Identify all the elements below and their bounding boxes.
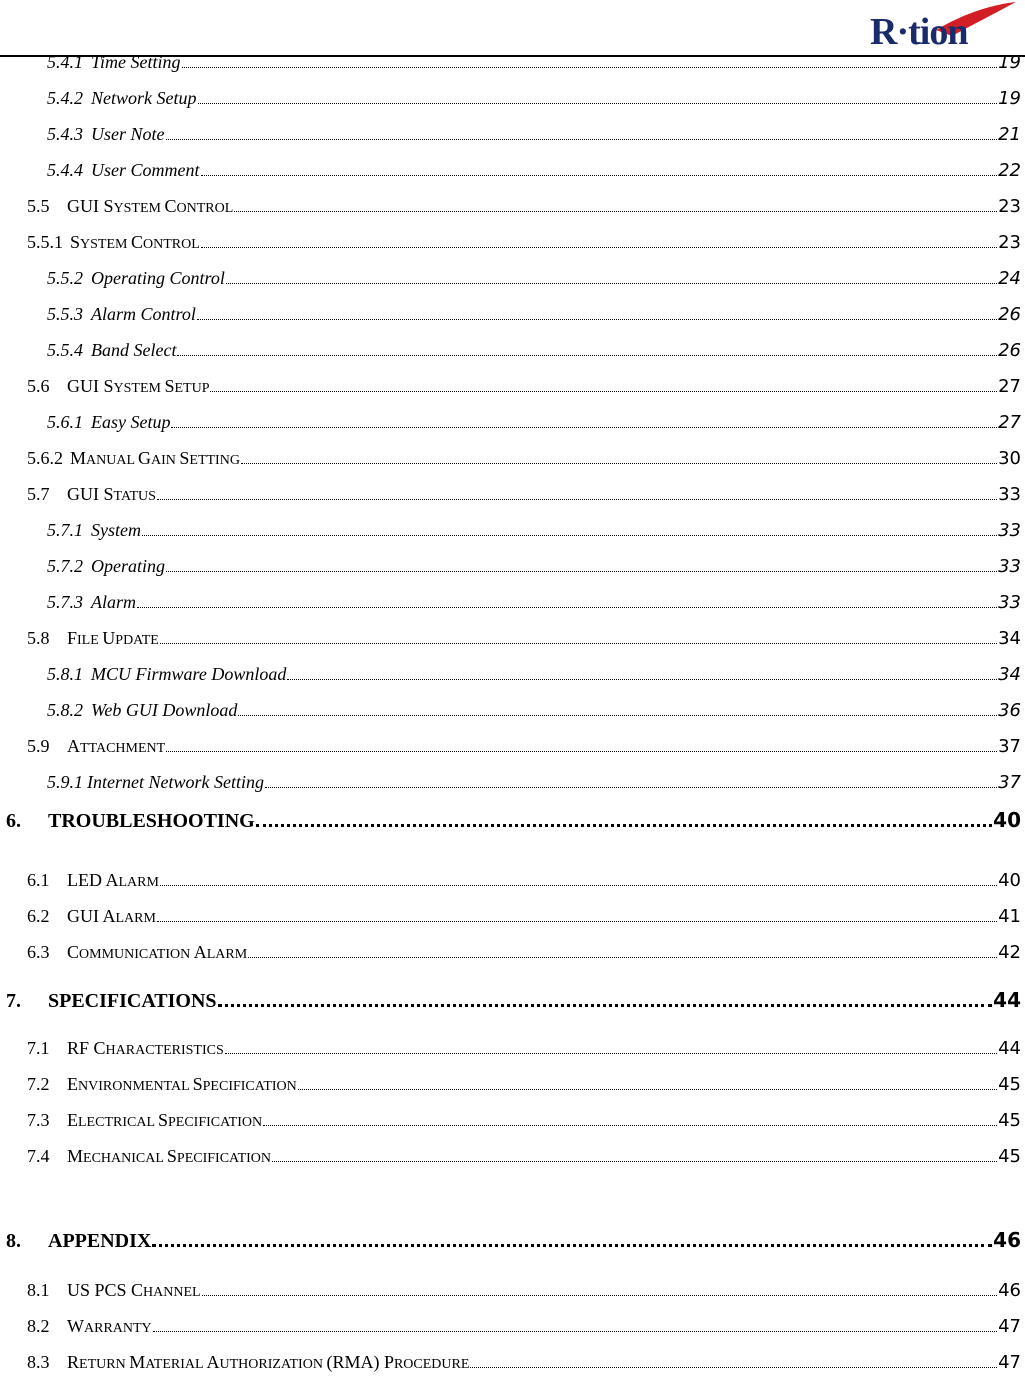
toc-entry-page: 37 [998,736,1021,757]
toc-dot-leader [142,534,997,536]
toc-entry-number: 6.3 [27,942,50,962]
toc-entry-number: 7.2 [27,1074,50,1094]
toc-dot-leader [177,354,997,356]
toc-entry-page: 23 [998,196,1021,217]
toc-entry-page: 41 [998,906,1021,927]
toc-entry-number: 5.5.4 [47,340,83,360]
toc-entry-page: 23 [998,232,1021,253]
toc-entry[interactable] [6,1225,1021,1255]
toc-dot-leader [157,498,997,500]
toc-dot-leader [166,138,998,140]
toc-entry-number: 5.6.1 [47,412,83,432]
toc-entry-title: Easy Setup [91,412,171,432]
toc-entry[interactable] [47,551,1021,581]
toc-entry[interactable] [27,865,1021,895]
toc-entry[interactable] [27,623,1021,653]
toc-entry-title: ELECTRICAL SPECIFICATION [67,1110,263,1130]
toc-dot-leader [198,102,998,104]
toc-entry-title: FILE UPDATE [67,628,159,648]
toc-entry-number: 5.7.1 [47,520,83,540]
toc-entry-number: 8.1 [27,1280,50,1300]
toc-entry-title: MCU Firmware Download [91,664,287,684]
toc-entry[interactable] [47,83,1021,113]
toc-entry-page: 46 [998,1280,1021,1301]
toc-entry[interactable] [27,901,1021,931]
toc-entry-page: 34 [998,628,1021,649]
toc-dot-leader [182,66,998,68]
toc-entry-title: COMMUNICATION ALARM [67,942,248,962]
toc-entry[interactable] [27,191,1021,221]
toc-dot-leader [241,462,997,464]
toc-entry[interactable] [27,479,1021,509]
toc-entry-page: 21 [998,124,1021,145]
toc-entry-title: TROUBLESHOOTING [48,810,255,832]
toc-entry[interactable] [27,1105,1021,1135]
toc-entry[interactable] [27,443,1021,473]
toc-entry-page: 44 [993,988,1021,1012]
toc-entry-title: Operating Control [91,268,225,288]
toc-entry[interactable] [47,587,1021,617]
toc-dot-leader [272,1160,997,1162]
toc-entry-title: Network Setup [91,88,197,108]
toc-entry-number: 8. [6,1230,21,1252]
toc-entry-number: 5.7.3 [47,592,83,612]
toc-entry-page: 26 [998,340,1021,361]
toc-entry-title: RETURN MATERIAL AUTHORIZATION (RMA) PROCEDURE [67,1352,470,1372]
toc-entry-number: 5.4.2 [47,88,83,108]
toc-entry-number: 8.3 [27,1352,50,1372]
toc-entry-page: 34 [998,664,1021,685]
toc-entry[interactable] [6,985,1021,1015]
toc-entry-number: 7.1 [27,1038,50,1058]
toc-dot-leader [197,318,997,320]
toc-entry-title: US PCS CHANNEL [67,1280,201,1300]
toc-dot-leader [238,714,997,716]
toc-entry-number: 5.7 [27,484,50,504]
toc-dot-leader [201,174,998,176]
toc-entry-title: Alarm [91,592,136,612]
toc-entry-number: 5.5 [27,196,50,216]
toc-dot-leader [226,282,997,284]
toc-dot-leader [225,1052,997,1054]
toc-entry-title: APPENDIX [48,1230,152,1252]
toc-entry-title: Band Select [91,340,177,360]
toc-entry[interactable] [27,937,1021,967]
toc-entry-title: User Note [91,124,165,144]
toc-entry-title: Web GUI Download [91,700,238,720]
toc-entry-title: LED ALARM [67,870,159,890]
toc-entry-title: Internet Network Setting [87,772,264,792]
toc-entry-page: 27 [998,412,1021,433]
toc-entry[interactable] [47,119,1021,149]
toc-entry[interactable] [27,1141,1021,1171]
toc-entry-number: 5.6 [27,376,50,396]
toc-entry-number: 5.4.3 [47,124,83,144]
toc-dot-leader [160,642,997,644]
toc-dot-leader [166,750,997,752]
toc-dot-leader [157,920,997,922]
toc-entry-number: 8.2 [27,1316,50,1336]
toc-entry-page: 30 [998,448,1021,469]
toc-entry[interactable] [47,659,1021,689]
toc-entry-number: 5.7.2 [47,556,83,576]
toc-entry-number: 5.9.1 [47,772,83,792]
toc-dot-leader [137,606,997,608]
toc-dot-leader [263,1124,997,1126]
toc-entry-number: 6. [6,810,21,832]
toc-entry-title: Alarm Control [91,304,196,324]
toc-entry-page: 19 [998,52,1021,73]
toc-dot-leader [248,956,997,958]
rtion-logo [866,0,1021,54]
toc-entry-page: 33 [998,520,1021,541]
toc-entry-title: GUI ALARM [67,906,156,926]
toc-entry[interactable] [47,155,1021,185]
toc-entry-number: 6.1 [27,870,50,890]
toc-entry-number: 5.5.2 [47,268,83,288]
toc-entry-page: 47 [998,1316,1021,1337]
toc-entry-number: 5.8.1 [47,664,83,684]
toc-entry[interactable] [27,371,1021,401]
toc-dot-leader [171,426,997,428]
toc-entry-title: GUI SYSTEM SETUP [67,376,210,396]
toc-dot-leader [470,1366,997,1368]
toc-entry-page: 42 [998,942,1021,963]
toc-entry-page: 27 [998,376,1021,397]
toc-entry-page: 40 [993,808,1021,832]
toc-entry-page: 45 [998,1074,1021,1095]
toc-dot-leader [256,823,992,827]
toc-entry-page: 47 [998,1352,1021,1373]
toc-entry-title: GUI STATUS [67,484,156,504]
toc-entry-number: 5.9 [27,736,50,756]
toc-entry-title: Time Setting [91,52,181,72]
toc-dot-leader [160,884,997,886]
toc-entry-title: RF CHARACTERISTICS [67,1038,224,1058]
toc-entry-page: 37 [998,772,1021,793]
toc-entry-page: 46 [993,1228,1021,1252]
toc-entry-title: SYSTEM CONTROL [70,232,200,252]
toc-entry[interactable] [27,1347,1021,1377]
toc-entry-title: WARRANTY [67,1316,152,1336]
toc-entry-number: 7.3 [27,1110,50,1130]
toc-dot-leader [152,1243,992,1247]
toc-entry-number: 5.6.2 [27,448,63,468]
toc-entry-number: 5.4.4 [47,160,83,180]
toc-dot-leader [287,678,997,680]
toc-entry-page: 45 [998,1110,1021,1131]
toc-entry[interactable] [47,263,1021,293]
toc-entry-page: 33 [998,556,1021,577]
toc-entry-page: 33 [998,592,1021,613]
toc-entry[interactable] [27,227,1021,257]
toc-entry-title: GUI SYSTEM CONTROL [67,196,234,216]
toc-entry-number: 5.8.2 [47,700,83,720]
toc-dot-leader [218,1003,993,1007]
toc-entry-page: 44 [998,1038,1021,1059]
toc-entry-page: 24 [998,268,1021,289]
toc-entry-page: 33 [998,484,1021,505]
toc-entry-number: 5.5.1 [27,232,63,252]
toc-entry-title: System [91,520,141,540]
toc-entry-title: MANUAL GAIN SETTING [70,448,240,468]
toc-dot-leader [210,390,997,392]
toc-entry-title: ENVIRONMENTAL SPECIFICATION [67,1074,297,1094]
toc-entry[interactable] [27,1033,1021,1063]
toc-entry[interactable] [27,1311,1021,1341]
toc-entry[interactable] [6,805,1021,835]
toc-entry-number: 7. [6,990,21,1012]
toc-entry-page: 40 [998,870,1021,891]
toc-entry-number: 5.4.1 [47,52,83,72]
toc-entry[interactable] [27,1275,1021,1305]
toc-entry[interactable] [27,731,1021,761]
toc-entry[interactable] [27,1069,1021,1099]
toc-dot-leader [265,786,997,788]
toc-entry[interactable] [47,335,1021,365]
toc-dot-leader [202,1294,998,1296]
toc-dot-leader [153,1330,997,1332]
toc-entry[interactable] [47,515,1021,545]
toc-entry[interactable] [47,695,1021,725]
toc-entry-number: 5.5.3 [47,304,83,324]
toc-entry[interactable] [47,299,1021,329]
toc-entry-title: MECHANICAL SPECIFICATION [67,1146,272,1166]
toc-entry-number: 6.2 [27,906,50,926]
toc-entry-title: SPECIFICATIONS [48,990,217,1012]
toc-entry-page: 19 [998,88,1021,109]
toc-entry-page: 22 [998,160,1021,181]
toc-dot-leader [234,210,997,212]
toc-entry[interactable] [47,47,1021,77]
toc-entry-number: 7.4 [27,1146,50,1166]
toc-entry[interactable] [47,407,1021,437]
toc-entry-page: 26 [998,304,1021,325]
toc-entry-page: 45 [998,1146,1021,1167]
toc-entry-title: User Comment [91,160,200,180]
toc-entry-title: ATTACHMENT [67,736,166,756]
toc-entry[interactable] [47,767,1021,797]
logo-text: R·tion [870,11,968,53]
toc-dot-leader [298,1088,997,1090]
toc-dot-leader [201,246,997,248]
toc-entry-page: 36 [998,700,1021,721]
toc-entry-number: 5.8 [27,628,50,648]
toc-entry-title: Operating [91,556,165,576]
toc-dot-leader [166,570,997,572]
